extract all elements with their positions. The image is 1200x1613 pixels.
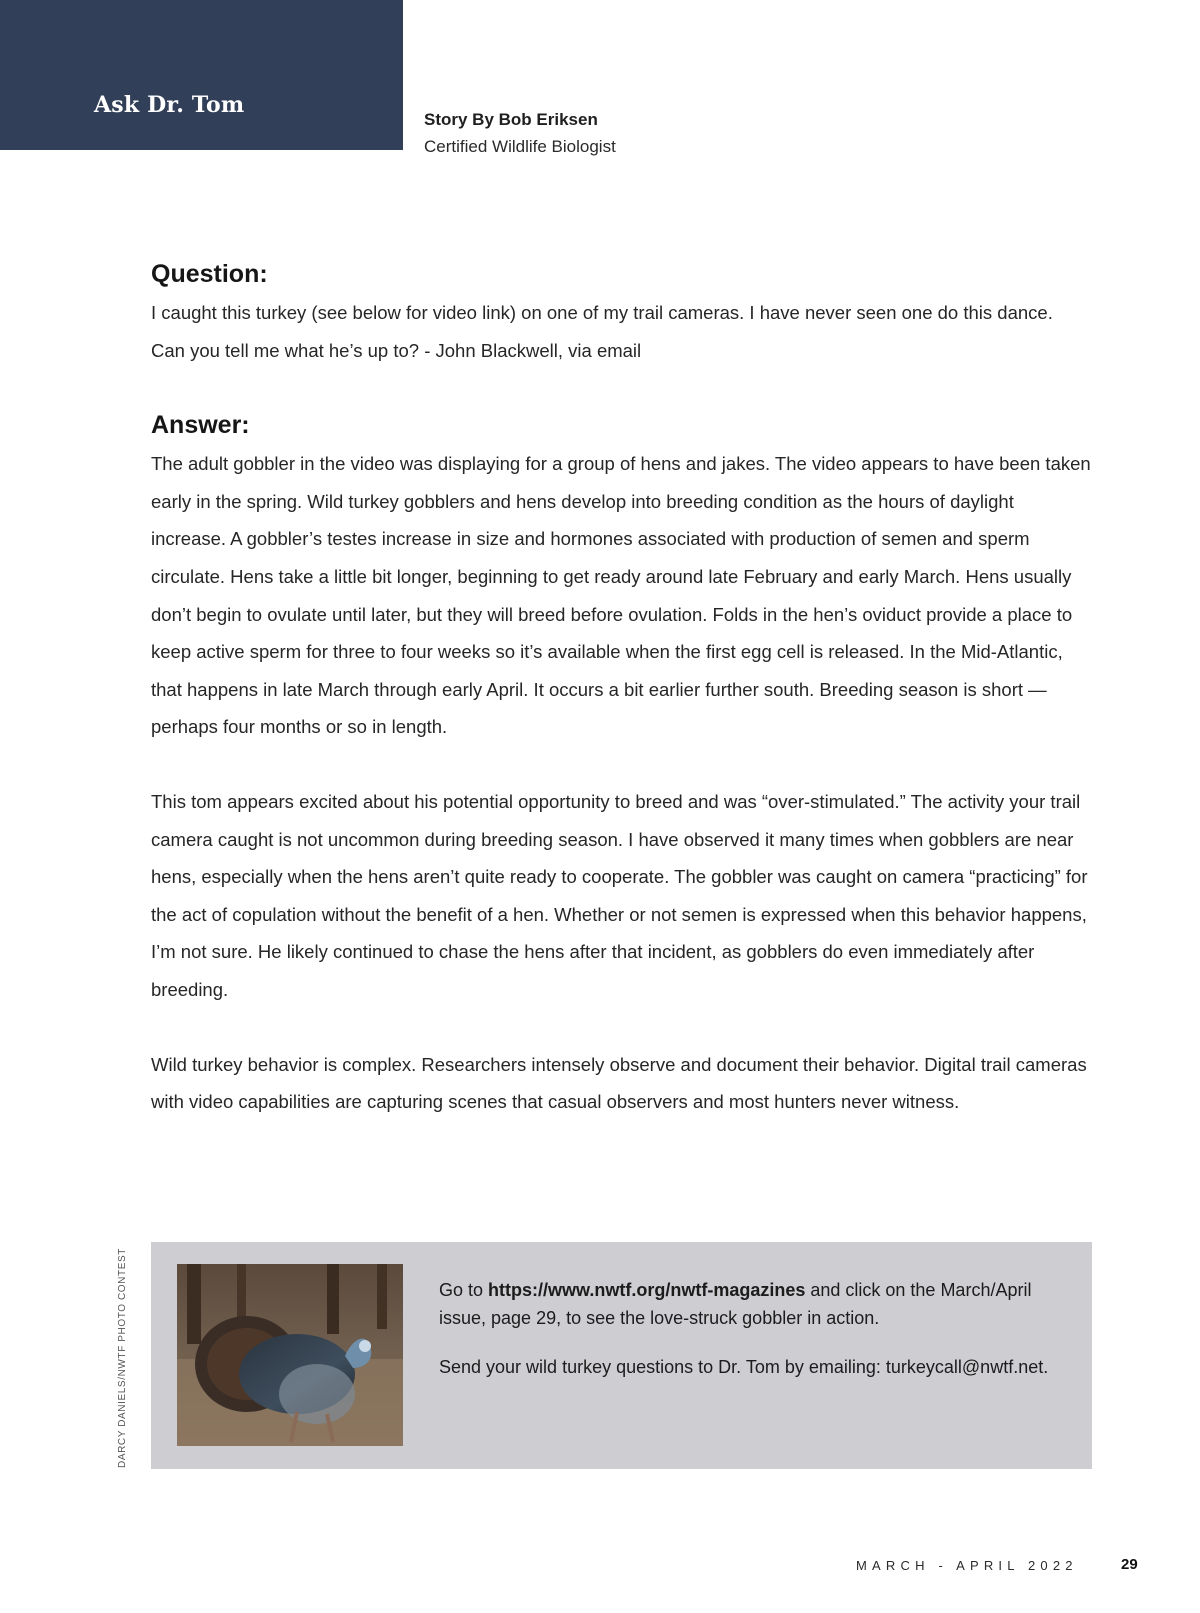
answer-paragraph: Wild turkey behavior is complex. Researchers intensely observe and document their behavior. Digital trail cameras with video capabilities are capturing scenes that casual observers and most hunters never witness. — [151, 1053, 1087, 1113]
turkey-photo — [177, 1264, 403, 1446]
video-instructions-suffix: and click on the March/April issue, page 29, to see the love-struck gobbler in action. — [439, 1280, 1032, 1328]
section-banner — [0, 0, 403, 150]
callout-text — [439, 1276, 1059, 1381]
question-heading: Question: — [151, 260, 268, 288]
author-name: Story By Bob Eriksen — [424, 110, 598, 129]
video-instructions-prefix: Go to — [439, 1280, 489, 1300]
page-number: 29 — [1121, 1556, 1138, 1573]
answer-heading: Answer: — [151, 411, 250, 440]
callout-box — [151, 1242, 1092, 1469]
byline — [424, 106, 616, 160]
article-body — [151, 256, 1091, 1121]
section-title: Ask Dr. Tom — [94, 92, 245, 118]
issue-date: MARCH - APRIL 2022 — [856, 1558, 1078, 1573]
photo-credit: DARCY DANIELS/NWTF PHOTO CONTEST — [117, 1248, 128, 1468]
answer-paragraph: The adult gobbler in the video was displaying for a group of hens and jakes. The video appears to have been taken early in the spring. Wild turkey gobblers and hens develop into breeding condition as the hours of daylight increase. A gobbler’s testes increase in size and hormones associated with production of semen and sperm circulate. Hens take a little bit longer, beginning to get ready around late February and early March. Hens usually don’t begin to ovulate until later, but they will breed before ovulation. Folds in the hen’s oviduct provide a place to keep active sperm for three to four weeks so it’s available when the first egg cell is released. In the Mid-Atlantic, that happens in late March through early April. It occurs a bit earlier further south. Breeding season is short — perhaps four months or so in length. — [151, 453, 1091, 738]
author-title: Certified Wildlife Biologist — [424, 137, 616, 156]
answer-paragraph: This tom appears excited about his potential opportunity to breed and was “over-stimulated.” The activity your trail camera caught is not uncommon during breeding season. I have observed it many times when gobblers are near hens, especially when the hens aren’t quite ready to cooperate. The gobbler was caught on camera “practicing” for the act of copulation without the benefit of a hen. Whether or not semen is expressed when this behavior happens, I’m not sure. He likely continued to chase the hens after that incident, as gobblers do even immediately after breeding. — [151, 790, 1088, 1000]
answer-block — [151, 407, 1091, 1121]
video-instructions — [439, 1276, 1059, 1332]
magazine-link[interactable]: https://www.nwtf.org/nwtf-magazines — [488, 1280, 806, 1300]
question-block — [151, 256, 1091, 369]
question-text: I caught this turkey (see below for video link) on one of my trail cameras. I have never seen one do this dance. Can you tell me what he’s up to? - John Blackwell, via email — [151, 302, 1053, 361]
email-instructions: Send your wild turkey questions to Dr. Tom by emailing: turkeycall@nwtf.net. — [439, 1357, 1049, 1377]
